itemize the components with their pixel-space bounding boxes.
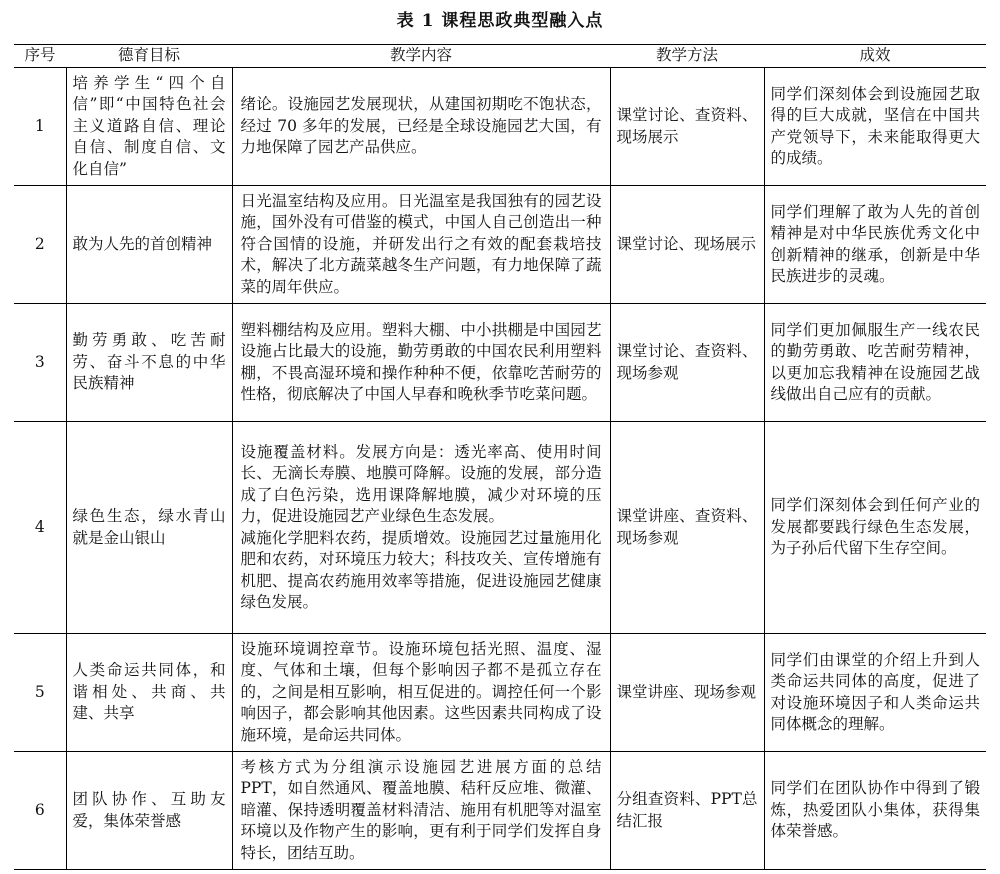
cell-goal: 人类命运共同体，和谐相处、共商、共建、共享 [66, 634, 232, 752]
ideological-integration-table [14, 44, 986, 870]
cell-method: 课堂讨论、现场展示 [610, 186, 764, 304]
cell-seq: 3 [14, 304, 66, 422]
cell-content [232, 634, 610, 752]
cell-method: 课堂讲座、查资料、现场参观 [610, 422, 764, 634]
content-paragraph: 减施化学肥料农药，提质增效。设施园艺过量施用化肥和农药，对环境压力较大；科技攻关、宣传增施有机肥、提高农药施用效率等措施，促进设施园艺健康绿色发展。 [240, 528, 602, 611]
cell-seq: 1 [14, 68, 66, 186]
cell-method: 课堂讲座、现场参观 [610, 634, 764, 752]
cell-goal: 团队协作、互助友爱，集体荣誉感 [66, 752, 232, 870]
cell-goal: 绿色生态，绿水青山就是金山银山 [66, 422, 232, 634]
cell-result: 同学们在团队协作中得到了锻炼，热爱团队小集体，获得集体荣誉感。 [764, 752, 986, 870]
cell-result: 同学们由课堂的介绍上升到人类命运共同体的高度，促进了对设施环境因子和人类命运共同体概念的理解。 [764, 634, 986, 752]
header-row [14, 45, 986, 68]
cell-method: 课堂讨论、查资料、现场参观 [610, 304, 764, 422]
cell-seq: 2 [14, 186, 66, 304]
cell-result: 同学们深刻体会到任何产业的发展都要践行绿色生态发展，为子孙后代留下生存空间。 [764, 422, 986, 634]
content-paragraph: 设施覆盖材料。发展方向是：透光率高、使用时间长、无滴长寿膜、地膜可降解。设施的发展，部分造成了白色污染，选用课降解地膜，减少对环境的压力，促进设施园艺产业绿色生态发展。 [240, 442, 602, 525]
table-row [14, 304, 986, 422]
content-paragraph: 考核方式为分组演示设施园艺进展方面的总结 PPT，如自然通风、覆盖地膜、秸秆反应堆、微灌、暗灌、保持透明覆盖材料清洁、施用有机肥等对温室环境以及作物产生的影响，更有利于同学们发挥自身特长，团结互助。 [240, 757, 602, 862]
header-seq: 序号 [14, 45, 66, 68]
table-row [14, 68, 986, 186]
cell-content [232, 304, 610, 422]
cell-seq: 6 [14, 752, 66, 870]
cell-content [232, 68, 610, 186]
cell-seq: 5 [14, 634, 66, 752]
cell-goal: 勤劳勇敢、吃苦耐劳、奋斗不息的中华民族精神 [66, 304, 232, 422]
header-content: 教学内容 [232, 45, 610, 68]
cell-content [232, 422, 610, 634]
table-row [14, 752, 986, 870]
cell-method: 分组查资料、PPT总结汇报 [610, 752, 764, 870]
table-row [14, 634, 986, 752]
table-row [14, 186, 986, 304]
header-method: 教学方法 [610, 45, 764, 68]
cell-result: 同学们理解了敢为人先的首创精神是对中华民族优秀文化中创新精神的继承，创新是中华民族进步的灵魂。 [764, 186, 986, 304]
cell-goal: 敢为人先的首创精神 [66, 186, 232, 304]
table-caption: 表 1 课程思政典型融入点 [396, 11, 604, 31]
cell-seq: 4 [14, 422, 66, 634]
content-paragraph: 日光温室结构及应用。日光温室是我国独有的园艺设施，国外没有可借鉴的模式，中国人自己创造出一种符合国情的设施，并研发出行之有效的配套栽培技术，解决了北方蔬菜越冬生产问题，有力地保障了蔬菜的周年供应。 [240, 191, 602, 296]
content-paragraph: 绪论。设施园艺发展现状，从建国初期吃不饱状态，经过 70 多年的发展，已经是全球设施园艺大国，有力地保障了园艺产品供应。 [240, 95, 602, 157]
cell-result: 同学们更加佩服生产一线农民的勤劳勇敢、吃苦耐劳精神，以更加忘我精神在设施园艺战线做出自己应有的贡献。 [764, 304, 986, 422]
header-result: 成效 [764, 45, 986, 68]
content-paragraph: 塑料棚结构及应用。塑料大棚、中小拱棚是中国园艺设施占比最大的设施，勤劳勇敢的中国农民利用塑料棚，不畏高湿环境和操作种种不便，依靠吃苦耐劳的性格，彻底解决了中国人早春和晚秋季节吃菜问题。 [240, 320, 602, 403]
cell-method: 课堂讨论、查资料、现场展示 [610, 68, 764, 186]
header-goal: 德育目标 [66, 45, 232, 68]
cell-content [232, 752, 610, 870]
content-paragraph: 设施环境调控章节。设施环境包括光照、温度、湿度、气体和土壤，但每个影响因子都不是孤立存在的，之间是相互影响，相互促进的。调控任何一个影响因子，都会影响其他因素。这些因素共同构成了设施环境，是命运共同体。 [240, 639, 602, 744]
cell-goal: 培养学生“四个自信”即“中国特色社会主义道路自信、理论自信、制度自信、文化自信” [66, 68, 232, 186]
table-row [14, 422, 986, 634]
cell-result: 同学们深刻体会到设施园艺取得的巨大成就，坚信在中国共产党领导下，未来能取得更大的成绩。 [764, 68, 986, 186]
cell-content [232, 186, 610, 304]
